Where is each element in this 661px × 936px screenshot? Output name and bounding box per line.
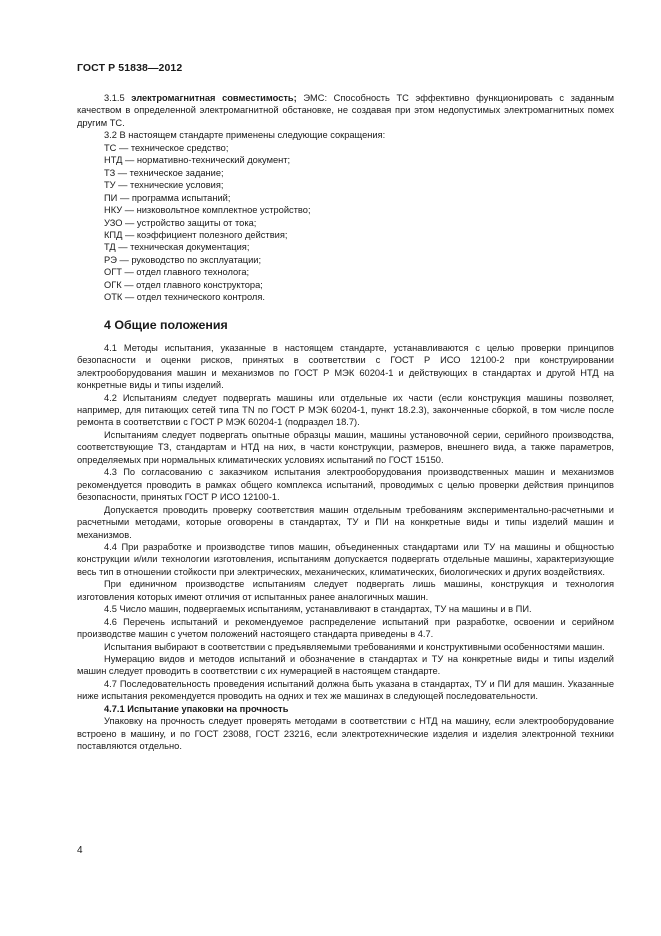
paragraph: Испытаниям следует подвергать опытные образцы машин, машины установочной серии, серийного производства, соответствующие ТЗ, стандартам и НТД на них, в части конструкции, размеров, внешнего вида, а также параметров, определяемых при нормальных климатических условиях испытаний по ГОСТ 15150. — [77, 429, 614, 465]
clause-number: 3.1.5 — [104, 93, 125, 103]
abbreviation-item: РЭ — руководство по эксплуатации; — [104, 254, 262, 265]
abbreviation-item: НКУ — низковольтное комплектное устройство; — [104, 205, 311, 216]
paragraph: Допускается проводить проверку соответствия машин отдельным требованиям экспериментально-расчетными и расчетными методами, которые оговорены в стандартах, ТУ и ПИ на конкретные виды и типы изделий машин и механизмов. — [77, 504, 614, 540]
abbreviation-item: КПД — коэффициент полезного действия; — [104, 229, 288, 240]
abbreviations-intro: 3.2 В настоящем стандарте применены следующие сокращения: — [104, 130, 386, 141]
definition-3-1-5 — [77, 92, 614, 129]
section-heading: 4 Общие положения — [104, 317, 228, 332]
paragraph: 4.7 Последовательность проведения испытаний должна быть указана в стандартах, ТУ и ПИ для машин. Указанные ниже испытания рекомендуется проводить на одних и тех же машинах в следующей последовательности. — [77, 678, 614, 702]
abbreviation-item: ОТК — отдел технического контроля. — [104, 292, 265, 303]
paragraph: 4.4 При разработке и производстве типов машин, объединенных стандартами или ТУ на машины и общностью конструкции и/или технологии изготовления, испытаниям допускается подвергать отдельные машины, характеризующие весь тип в отношении стойкости при электрических, механических, климатических, биологических и других воздействиях. — [77, 541, 614, 577]
abbreviation-item: УЗО — устройство защиты от тока; — [104, 217, 257, 228]
definition-text: ЭМС: Способность ТС эффективно функционировать с заданным качеством в определенной электромагнитной обстановке, не создавая при этом недопустимых электромагнитных помех другим ТС. — [77, 93, 614, 128]
document-header: ГОСТ Р 51838—2012 — [77, 62, 183, 74]
paragraph: 4.6 Перечень испытаний и рекомендуемое распределение испытаний при разработке, освоении и серийном производстве машин с учетом положений настоящего стандарта приведены в 4.7. — [77, 616, 614, 640]
abbreviation-item: ТУ — технические условия; — [104, 180, 224, 191]
abbreviation-item: ОГТ — отдел главного технолога; — [104, 267, 250, 278]
paragraph: Нумерацию видов и методов испытаний и обозначение в стандартах и ТУ на конкретные виды и типы изделий машин следует проводить в соответствии с их нумерацией в настоящем стандарте. — [77, 654, 614, 677]
section-paragraphs — [77, 342, 614, 703]
abbreviation-item: ПИ — программа испытаний; — [104, 192, 231, 203]
abbreviation-item: ТД — техническая документация; — [104, 242, 250, 253]
abbreviation-item: ТС — техническое средство; — [104, 142, 229, 153]
defined-term: электромагнитная совместимость; — [131, 93, 297, 103]
abbreviation-item: НТД — нормативно-технический документ; — [104, 155, 291, 166]
paragraph: 4.2 Испытаниям следует подвергать машины или отдельные их части (если конструкция машины позволяет, например, для питающих сетей типа TN по ГОСТ Р МЭК 60204-1, пункт 18.2.3), законченные сборкой, в том числе после ремонта в соответствии с ГОСТ Р МЭК 60204-1 (подраздел 18.7). — [77, 392, 614, 428]
paragraph: 4.3 По согласованию с заказчиком испытания электрооборудования производственных машин и механизмов рекомендуется проводить в рамках общего комплекса испытаний, проводимых с целью проверки действия принципов безопасности, принятых ГОСТ Р ИСО 12100-1. — [77, 467, 614, 503]
abbreviation-item: ТЗ — техническое задание; — [104, 167, 224, 178]
paragraph: Испытания выбирают в соответствии с предъявляемыми требованиями и конструктивными особенностями машин. — [104, 641, 605, 652]
paragraph: При единичном производстве испытаниям следует подвергать лишь машины, конструкция и технология изготовления которых имеют отличия от испытанных ранее аналогичных машин. — [77, 579, 614, 602]
paragraph: 4.5 Число машин, подвергаемых испытаниям, устанавливают в стандартах, ТУ на машины и в ПИ. — [104, 604, 532, 615]
subsection-heading: 4.7.1 Испытание упаковки на прочность — [104, 703, 289, 714]
paragraph: Упаковку на прочность следует проверять методами в соответствии с НТД на машину, если электрооборудование встроено в машину, и по ГОСТ 23088, ГОСТ 23216, если электротехнические изделия и изделия электронной техники поставляются отдельно. — [77, 716, 614, 752]
paragraph: 4.1 Методы испытания, указанные в настоящем стандарте, устанавливаются с целью проверки принципов безопасности и оценки рисков, принятых в соответствии с ГОСТ Р ИСО 12100-2 при конструировании электрооборудования машин и механизмов по ГОСТ Р МЭК 60204-1 и действующих в стандартах и другой НТД на конкретные виды и типы изделий. — [77, 342, 614, 391]
page-number: 4 — [77, 845, 83, 856]
abbreviation-list — [77, 142, 614, 304]
abbreviation-item: ОГК — отдел главного конструктора; — [104, 279, 263, 290]
page-content — [77, 92, 614, 753]
